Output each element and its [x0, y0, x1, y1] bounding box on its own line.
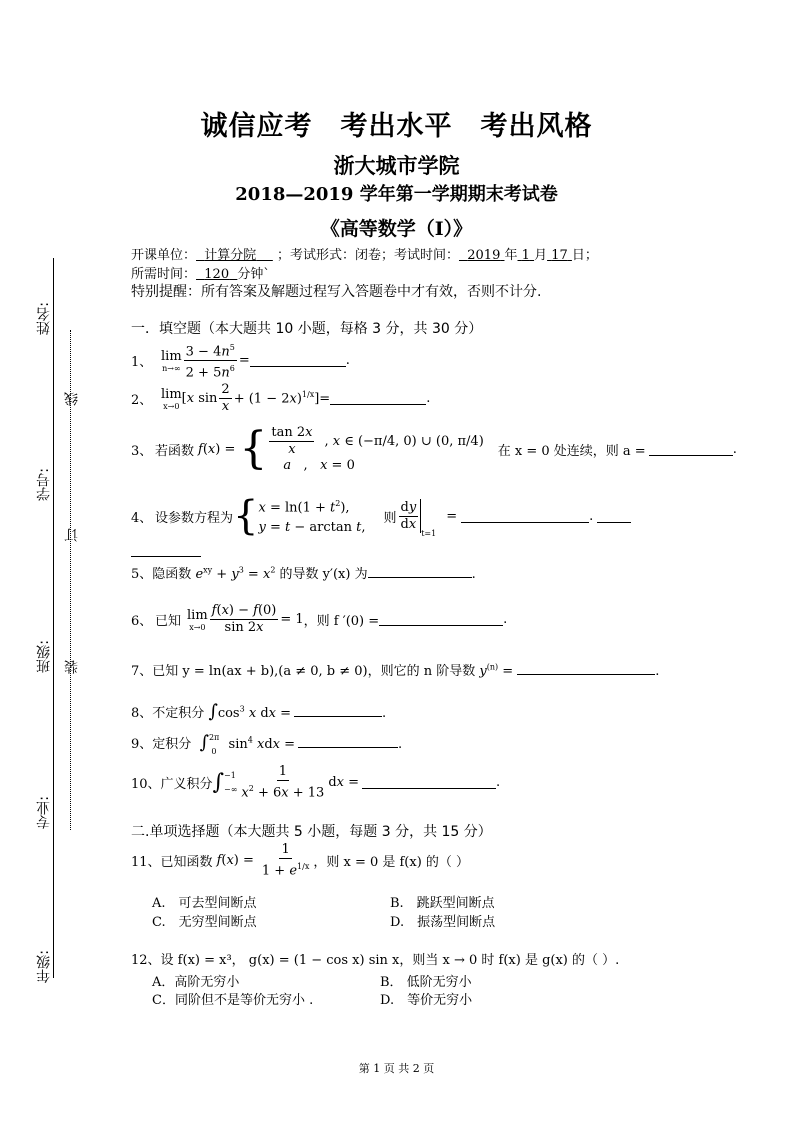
q12-option-c[interactable]: C．同阶但不是等价无穷小 . — [152, 993, 314, 1008]
side-label-grade: 年级: — [36, 950, 52, 983]
q11-text: 已知函数 — [160, 855, 213, 871]
question-3: 3、 若函数 f(x) = { $\frac{\tan 2x}{x}$ , x ∈ (−π/4, 0) ∪ (0, π/4) a , x = 0 在 x = 0 处连续，则 a = . — [131, 423, 737, 474]
course-title: 《高等数学（Ⅰ）》 — [320, 218, 473, 240]
q5-number: 5、 — [131, 567, 153, 582]
question-6: 6、 已知 lim x→0 $\frac{f(x) - f(0)}{\sin 2x}$ = 1 ，则 f ′(0) = . — [131, 603, 508, 635]
q9-number: 9、 — [131, 737, 153, 752]
side-label-student-id: 学号: — [36, 468, 52, 501]
q6-answer-blank[interactable] — [379, 613, 503, 626]
q6-text: 已知 — [155, 614, 182, 629]
q6-number: 6、 — [131, 614, 153, 629]
time-label: 所需时间： — [131, 267, 197, 282]
side-label-major: 专业: — [36, 796, 52, 829]
term-title: 2018—2019 学年第一学期期末考试卷 — [235, 184, 558, 205]
month-unit: 月 — [534, 248, 548, 263]
q11-option-b[interactable]: B. 跳跃型间断点 — [390, 896, 495, 911]
q1-answer-blank[interactable] — [250, 354, 346, 367]
q1-lim: lim n→∞ — [161, 348, 182, 373]
q11-fraction: $\frac{1}{1 + e^{1/x}}$ — [261, 842, 310, 879]
day-unit: 日； — [571, 248, 598, 263]
q12-option-a[interactable]: A．高阶无穷小 — [152, 975, 240, 990]
format-label: ；考试形式：闭卷；考试时间： — [276, 248, 459, 263]
q11-option-d[interactable]: D. 振荡型间断点 — [390, 915, 496, 930]
q7-answer-blank[interactable] — [517, 662, 655, 675]
q10-number: 10、 — [131, 777, 161, 793]
q10-text: 广义积分 — [160, 777, 213, 793]
question-10: 10、 广义积分 ∫ −1 −∞ $\frac{1}{x^2 + 6x + 13}$ dx = . — [131, 764, 501, 801]
q11-option-a[interactable]: A. 可去型间断点 — [152, 896, 257, 911]
q7-text: 已知 y = ln(ax + b),(a ≠ 0, b ≠ 0)，则它的 n 阶导数 — [152, 664, 476, 679]
q2-number: 2、 — [131, 393, 153, 408]
school-name: 浙大城市学院 — [333, 154, 460, 178]
question-12 — [131, 949, 619, 968]
q3-cases: $\frac{\tan 2x}{x}$ , x ∈ (−π/4, 0) ∪ (0, π/4) a , x = 0 — [271, 425, 484, 473]
exam-info-line-1 — [131, 244, 598, 263]
q1-fraction: $\frac{3 - 4n^5}{2 + 5n^6}$ — [184, 340, 237, 382]
q5-tail: 的导数 y′(x) 为 — [279, 567, 368, 582]
side-label-bind: 装 — [64, 660, 80, 674]
q8-text: 不定积分 — [152, 706, 205, 721]
q6-fraction: $\frac{f(x) - f(0)}{\sin 2x}$ — [211, 603, 277, 635]
q11-tail: ，则 x = 0 是 f(x) 的（ ） — [313, 855, 470, 871]
question-11: 11、 已知函数 f(x) = $\frac{1}{1 + e^{1/x}}$ ，则 x = 0 是 f(x) 的（ ） — [131, 842, 470, 879]
q12-text: 设 f(x) = x³， g(x) = (1 − cos x) sin x，则当 x → 0 时 f(x) 是 g(x) 的（ ）. — [160, 953, 620, 968]
q5-answer-blank[interactable] — [368, 565, 472, 578]
question-2: 2、 lim x→0 [x sin $\frac{2}{x}$ + $(1 - 2x)^{1/x}]=$ . — [131, 382, 431, 414]
q9-answer-blank[interactable] — [298, 735, 398, 748]
q4-brace: { — [233, 493, 259, 540]
q12-option-d[interactable]: D. 等价无穷小 — [380, 993, 473, 1008]
binding-line — [53, 258, 54, 978]
q7-number: 7、 — [131, 664, 153, 679]
q6-tail: ，则 f ′(0) = — [303, 614, 380, 629]
q3-answer-blank[interactable] — [649, 443, 733, 456]
q4-number: 4、 — [131, 510, 153, 526]
side-label-name: 姓名: — [36, 302, 52, 335]
q3-text: 若函数 — [155, 443, 195, 459]
question-4: 4、 设参数方程为 { $x = \ln(1 + t^2)$, y = t − arctan t, 则 $\frac{dy}{dx}$ t=1 = . — [131, 494, 631, 538]
q12-option-b[interactable]: B． 低阶无穷小 — [380, 975, 472, 990]
q12-number: 12、 — [131, 953, 161, 968]
q3-brace: { — [239, 423, 268, 474]
day-value: 17 — [551, 248, 568, 263]
time-unit: 分钟` — [237, 267, 270, 282]
motto-3: 考出风格 — [480, 111, 593, 142]
section-1-title: 一．填空题（本大题共 10 小题，每格 3 分，共 30 分） — [131, 321, 483, 337]
q9-text: 定积分 — [152, 737, 192, 752]
q1-number: 1、 — [131, 355, 153, 371]
side-label-class: 班级: — [36, 640, 52, 673]
motto — [0, 104, 793, 143]
dept-value: 计算分院 — [204, 248, 257, 263]
month-value: 1 — [521, 248, 530, 263]
dept-label: 开课单位： — [131, 248, 197, 263]
q4-then: 则 — [383, 510, 397, 526]
q3-number: 3、 — [131, 443, 153, 459]
q5-text: 隐函数 — [152, 567, 192, 582]
q4-continuation-line — [131, 556, 201, 557]
year-value: 2019 — [467, 248, 501, 263]
q4-text: 设参数方程为 — [155, 510, 234, 526]
year-unit: 年 — [504, 248, 518, 263]
motto-2: 考出水平 — [340, 111, 453, 142]
question-7: 7、已知 y = ln(ax + b),(a ≠ 0, b ≠ 0)，则它的 n 阶导数 $y^{(n)}$ = . — [131, 662, 660, 679]
side-label-order: 订 — [64, 528, 80, 542]
question-9: 9、定积分 ∫$^{2\pi}_0$ $\sin^4$ xdx = . — [131, 732, 403, 756]
q11-number: 11、 — [131, 855, 161, 871]
q2-answer-blank[interactable] — [330, 392, 426, 405]
time-value: 120 — [204, 267, 230, 282]
question-5: 5、隐函数 $e^{xy} + y^3 = x^2$ 的导数 y′(x) 为 . — [131, 565, 476, 582]
q10-fraction: $\frac{1}{x^2 + 6x + 13}$ — [241, 764, 325, 801]
q8-answer-blank[interactable] — [294, 704, 382, 717]
exam-info-line-2 — [131, 263, 270, 282]
motto-1: 诚信应考 — [200, 111, 313, 142]
side-label-line: 线 — [64, 392, 80, 406]
q11-option-c[interactable]: C. 无穷型间断点 — [152, 915, 257, 930]
q6-lim: lim x→0 — [187, 607, 208, 632]
question-8: 8、不定积分 $\int\cos^3$ x dx = . — [131, 701, 387, 722]
question-1: 1、 lim n→∞ $\frac{3 - 4n^5}{2 + 5n^6}$ = . — [131, 340, 350, 382]
q2-fraction: $\frac{2}{x}$ — [221, 382, 230, 414]
q2-lim: lim x→0 — [161, 386, 182, 411]
q4-cases: $x = \ln(1 + t^2)$, y = t − arctan t, — [258, 499, 366, 536]
q4-answer-blank[interactable] — [461, 510, 589, 523]
q4-fraction: $\frac{dy}{dx}$ — [400, 499, 417, 532]
q10-answer-blank[interactable] — [362, 776, 496, 789]
section-2-title: 二.单项选择题（本大题共 5 小题，每题 3 分，共 15 分） — [131, 824, 492, 840]
q3-tail: 在 x = 0 处连续，则 a = — [497, 443, 646, 459]
notice: 特别提醒：所有答案及解题过程写入答题卷中才有效，否则不计分. — [131, 284, 542, 300]
page-footer: 第 1 页 共 2 页 — [358, 1062, 435, 1075]
q8-number: 8、 — [131, 706, 153, 721]
